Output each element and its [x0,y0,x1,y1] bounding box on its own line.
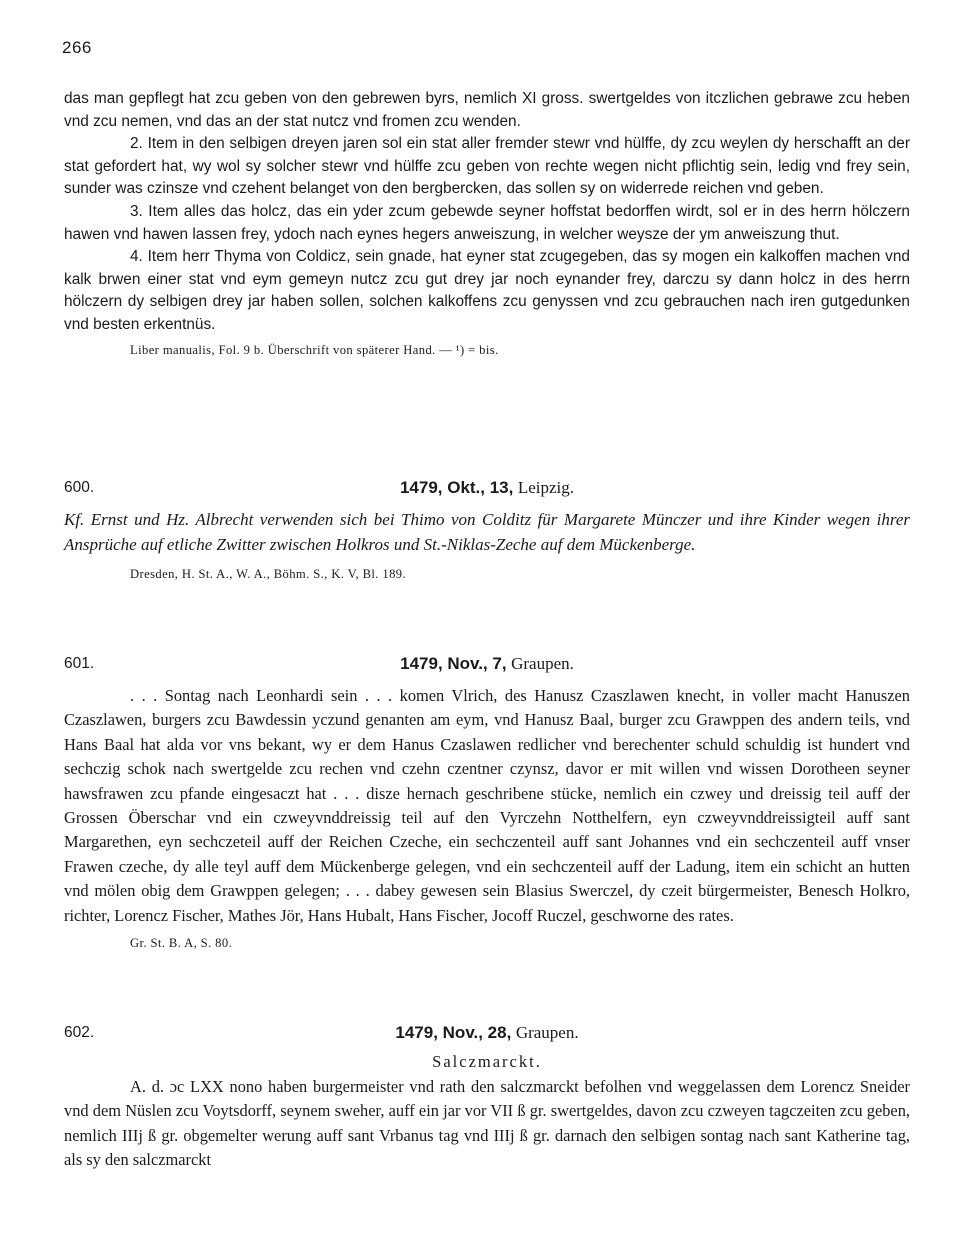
source-note: Liber manualis, Fol. 9 b. Überschrift von späterer Hand. — ¹) = bis. [130,342,499,357]
paragraph: das man gepflegt hat zcu geben von den gebrewen byrs, nemlich XI gross. swertgeldes von itczlichen gebrawe zcu heben vnd zcu nemen, vnd das an der stat nutcz vnd fromen zcu wenden. [64,90,910,130]
entry-number: 600. [64,479,95,496]
regest-summary: Kf. Ernst und Hz. Albrecht verwenden sich bei Thimo von Colditz für Margarete Münczer und ihre Kinder wegen ihrer Ansprüche auf etliche Zwitter zwischen Holkros und St.-Niklas-Zeche auf dem Mückenberge. [64,510,910,554]
entry-place: Graupen. [515,1023,579,1042]
entry-body [64,508,910,582]
document-text: A. d. ɔc LXX nono haben burgermeister vnd rath den salczmarckt befolhen vnd weggelassen dem Lorencz Sneider vnd dem Nüslen zcu Voytsdorff, seynem sweher, auff ein jar vor VII ß gr. swertgeldes, davon zcu czweyen tagczeiten zcu geben, nemlich IIIj ß gr. obgemelter werung auff sant Vrbanus tag vnd IIIj ß gr. darnach den selbigen sontag nach sant Katherine tag, als sy den salczmarckt [64,1077,910,1170]
document-text: . . . Sontag nach Leonhardi sein . . . komen Vlrich, des Hanusz Czaszlawen knecht, in voller macht Hanuszen Czaszlawen, burgers zcu Bawdessin yczund genanten am eym, vnd Hanusz Baal, burger zcu Grawppen des andern teils, vnd Hans Baal hat alda vor vns bekant, wy er dem Hanus Czaslawen redlicher vnd berechenter schuld schuldig ist hundert vnd sechczig schok nach swertgelde zcu rechen vnd czehn czentner czynsz, davor er mit willen vnd wissen Dorotheen seyner hawsfrawen zcu pfande eingesaczt hat . . . disze hernach geschribene stücke, nemlich ein czwey und dreissig teil auff der Grossen Öberschar vnd ein czweyvnddreissig teil auf den Vyrczehn Notthelfern, eyn czweyvnddreissigteil auff sant Margarethen, eyn sechczeteil auff der Reichen Czeche, ein sechczenteil auff sant Johannes vnd ein sechczenteil auff vnser Frawen czeche, dy alle teyl auff dem Mückenberge gelegen, vnd ein sechczenteil auff der Ladung, item ein schicht an hutten vnd mölen obig dem Grawppen gelegen; . . . dabey gewesen sein Blasius Swerczel, dy czeit bürgermeister, Benesch Holkro, richter, Lorencz Fischer, Mathes Jör, Hans Hubalt, Hans Fischer, Jocoff Ruczel, geschworne des rates. [64,686,910,925]
entry-body [64,684,910,951]
entry-date-text: 1479, Nov., 7, [400,654,507,673]
entry-subtitle: Salczmarckt. [432,1052,542,1071]
entry-header [64,1022,910,1048]
entry-place: Leipzig. [517,478,575,497]
entry-date [64,477,910,498]
entry-header [64,477,910,503]
entry-date-text: 1479, Nov., 28, [395,1023,512,1042]
entry-date [64,653,910,674]
entry-date-text: 1479, Okt., 13, [399,478,514,497]
page-number: 266 [62,38,92,57]
entry-date [64,1022,910,1043]
entry-header [64,653,910,679]
continued-text [64,88,910,358]
paragraph: 3. Item alles das holcz, das ein yder zcum gebewde seyner hoffstat bedorffen wirdt, sol er in des herrn hölczern hawen vnd hawen lassen frey, ydoch nach eynes hegers anweiszung, in welcher weysze der ym anweiszung thut. [64,202,910,243]
paragraph: 2. Item in den selbigen dreyen jaren sol ein stat aller fremder stewr vnd hülffe, dy zcu weylen dy herschafft an der stat gefordert hat, wy wol sy solcher stewr vnd hülffe zcu geben von rechte wegen nicht pflichtig sein, ledig vnd frey sein, sunder was czinsze vnd czehent belanget von den bergbercken, das sollen sy on widerrede reichen vnd geben. [64,135,910,198]
paragraph: 4. Item herr Thyma von Coldicz, sein gnade, hat eyner stat zcugegeben, das sy mogen ein kalkoffen machen vnd kalk brwen einer stat vnd eym gemeyn nutcz zcu gut drey jar noch eynander frey, darczu sy dann holcz in des herrn hölczern dy selbigen drey jar haben sollen, solchen kalkoffens zcu genyssen vnd zcu gebrauchen nach iren gutgedunken vnd besten erkentnüs. [64,248,910,333]
entry-place: Graupen. [511,654,574,673]
source-note: Gr. St. B. A, S. 80. [130,936,233,951]
entry-number: 601. [64,655,95,672]
source-note: Dresden, H. St. A., W. A., Böhm. S., K. V, Bl. 189. [130,567,407,582]
entry-number: 602. [64,1024,95,1041]
entry-body [64,1052,910,1173]
